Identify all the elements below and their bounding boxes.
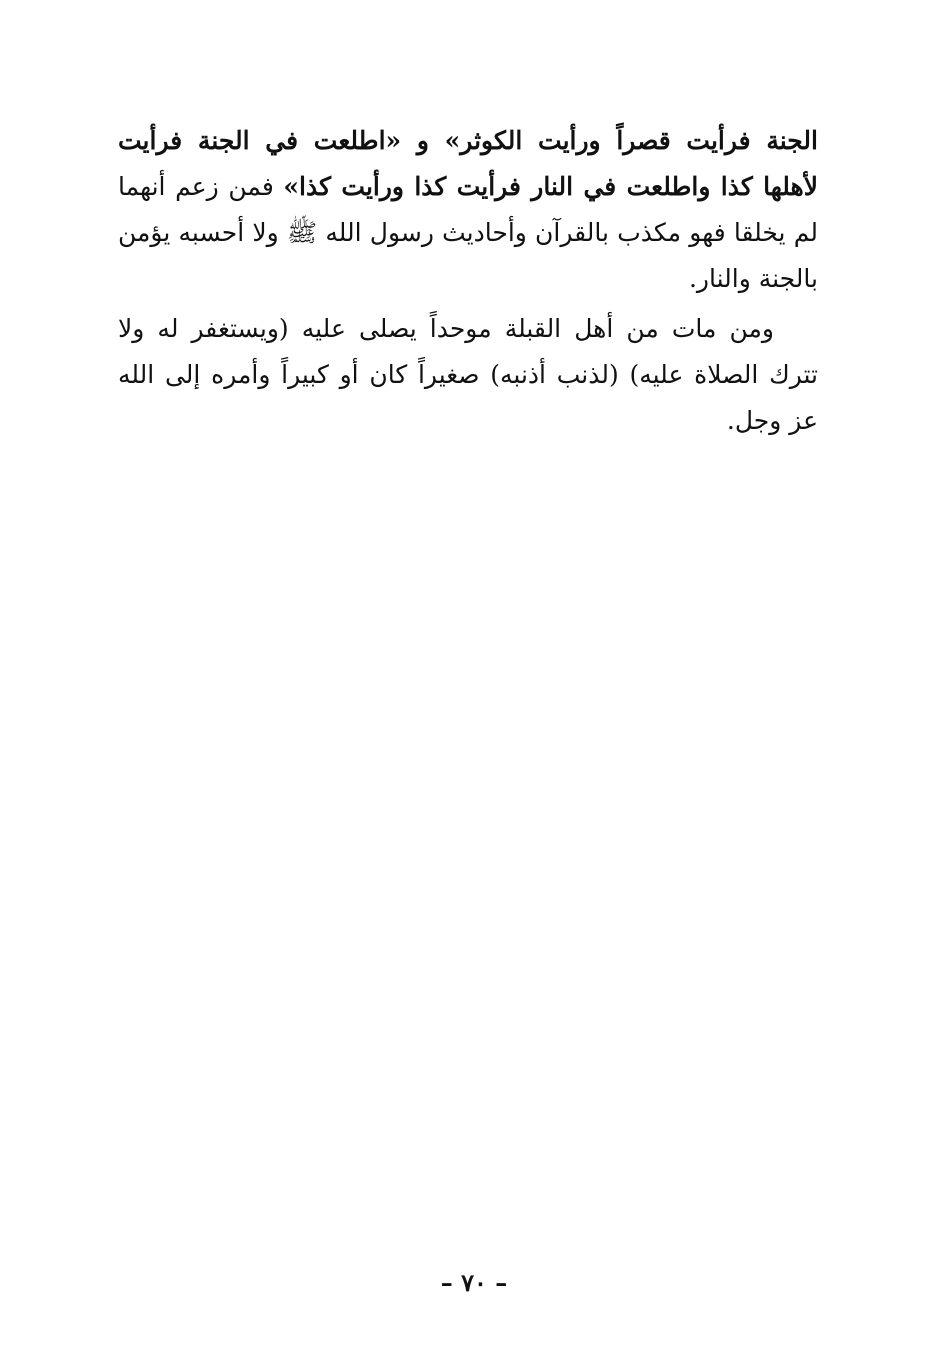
page-number: – ٧٠ – bbox=[440, 1268, 508, 1297]
paragraph-1 bbox=[118, 118, 818, 302]
paragraph-2 bbox=[118, 306, 818, 444]
paragraph-1-continuation: فمن زعم أنهما لم يخلقا فهو مكذب بالقرآن وأحاديث رسول الله ﷺ ولا أحسبه يؤمن بالجنة والنار. bbox=[118, 172, 818, 293]
body-text bbox=[118, 118, 818, 444]
quoted-hadith-text: الجنة فرأيت قصراً ورأيت الكوثر» و «اطلعت في الجنة فرأيت لأهلها كذا واطلعت في النار فرأيت كذا ورأيت كذا» bbox=[118, 126, 818, 201]
paragraph-2-text: ومن مات من أهل القبلة موحداً يصلى عليه (ويستغفر له ولا تترك الصلاة عليه) (لذنب أذنبه) صغيراً كان أو كبيراً وأمره إلى الله عز وجل. bbox=[118, 314, 818, 435]
